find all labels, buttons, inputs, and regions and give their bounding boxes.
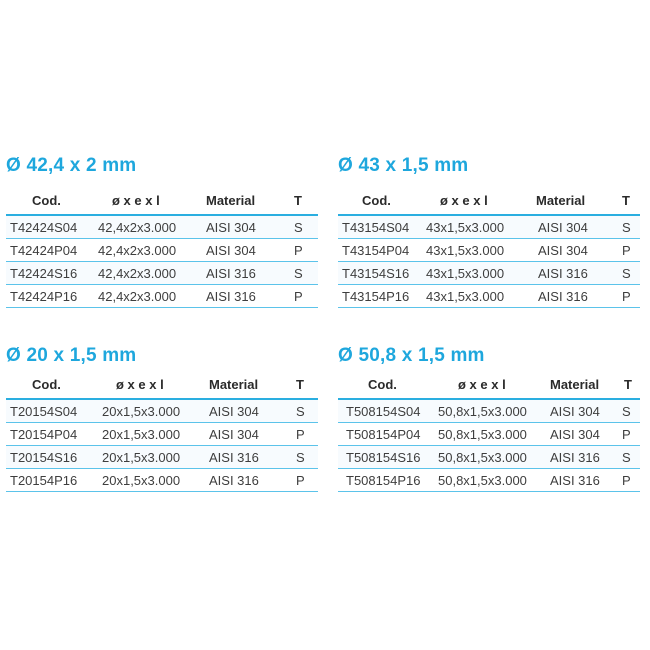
section-20x1-5 [6,345,318,495]
header-material: Material [536,193,586,208]
header-dims: ø x e x l [440,193,488,208]
cell-type: S [622,220,631,235]
table-row [6,400,318,423]
table-header [6,373,318,400]
cell-type: S [294,266,303,281]
cell-dims: 20x1,5x3.000 [102,427,181,442]
cell-material: AISI 316 [550,450,600,465]
table-row [6,285,318,308]
section-43x1-5 [338,155,640,311]
cell-material: AISI 304 [209,404,259,419]
header-type: T [296,377,304,392]
table-row [6,239,318,262]
cell-material: AISI 304 [206,220,256,235]
cell-dims: 20x1,5x3.000 [102,450,181,465]
header-dims: ø x e x l [458,377,506,392]
cell-dims: 43x1,5x3.000 [426,220,505,235]
cell-material: AISI 316 [538,266,588,281]
header-type: T [624,377,632,392]
cell-cod: T43154S04 [342,220,410,235]
table-row [6,423,318,446]
section-42-4x2 [6,155,318,311]
table-row [338,239,640,262]
cell-dims: 20x1,5x3.000 [102,404,181,419]
cell-material: AISI 316 [206,266,256,281]
table-row [338,423,640,446]
cell-type: S [622,450,631,465]
cell-cod: T20154S04 [10,404,78,419]
table-row [6,469,318,492]
cell-material: AISI 304 [550,404,600,419]
cell-type: S [294,220,303,235]
section-title: Ø 50,8 x 1,5 mm [338,345,485,366]
cell-dims: 43x1,5x3.000 [426,289,505,304]
cell-cod: T42424P04 [10,243,78,258]
cell-type: P [296,473,305,488]
cell-type: S [296,404,305,419]
header-type: T [622,193,630,208]
cell-cod: T43154S16 [342,266,410,281]
header-dims: ø x e x l [112,193,160,208]
cell-cod: T508154P04 [346,427,421,442]
table-row [338,469,640,492]
cell-type: P [622,243,631,258]
header-cod: Cod. [368,377,397,392]
cell-type: P [622,427,631,442]
cell-cod: T42424P16 [10,289,78,304]
table-row [6,262,318,285]
cell-type: P [622,473,631,488]
cell-material: AISI 316 [209,450,259,465]
cell-dims: 42,4x2x3.000 [98,266,177,281]
cell-cod: T43154P16 [342,289,410,304]
cell-type: P [622,289,631,304]
section-title: Ø 43 x 1,5 mm [338,155,469,176]
cell-type: P [294,243,303,258]
cell-material: AISI 304 [209,427,259,442]
cell-material: AISI 304 [550,427,600,442]
cell-cod: T508154S16 [346,450,421,465]
cell-dims: 42,4x2x3.000 [98,289,177,304]
table-row [338,216,640,239]
cell-type: S [622,404,631,419]
cell-dims: 50,8x1,5x3.000 [438,473,527,488]
section-50-8x1-5 [338,345,640,495]
header-dims: ø x e x l [116,377,164,392]
cell-type: S [622,266,631,281]
cell-cod: T508154S04 [346,404,421,419]
header-material: Material [206,193,256,208]
cell-material: AISI 304 [206,243,256,258]
header-cod: Cod. [32,193,61,208]
cell-cod: T43154P04 [342,243,410,258]
table-header [6,189,318,216]
cell-material: AISI 316 [538,289,588,304]
header-cod: Cod. [362,193,391,208]
cell-cod: T42424S04 [10,220,78,235]
cell-dims: 42,4x2x3.000 [98,243,177,258]
header-material: Material [550,377,600,392]
cell-dims: 50,8x1,5x3.000 [438,404,527,419]
cell-material: AISI 316 [209,473,259,488]
cell-cod: T20154P16 [10,473,78,488]
cell-cod: T508154P16 [346,473,421,488]
cell-material: AISI 316 [206,289,256,304]
cell-dims: 43x1,5x3.000 [426,266,505,281]
cell-dims: 42,4x2x3.000 [98,220,177,235]
cell-type: P [294,289,303,304]
section-title: Ø 42,4 x 2 mm [6,155,137,176]
cell-dims: 50,8x1,5x3.000 [438,450,527,465]
cell-material: AISI 304 [538,220,588,235]
header-cod: Cod. [32,377,61,392]
header-material: Material [209,377,259,392]
cell-type: S [296,450,305,465]
cell-material: AISI 316 [550,473,600,488]
cell-dims: 43x1,5x3.000 [426,243,505,258]
cell-dims: 20x1,5x3.000 [102,473,181,488]
section-title: Ø 20 x 1,5 mm [6,345,137,366]
cell-dims: 50,8x1,5x3.000 [438,427,527,442]
table-row [338,262,640,285]
cell-cod: T20154S16 [10,450,78,465]
header-type: T [294,193,302,208]
table-row [338,285,640,308]
table-row [338,400,640,423]
cell-type: P [296,427,305,442]
cell-cod: T20154P04 [10,427,78,442]
table-header [338,373,640,400]
table-row [6,446,318,469]
cell-material: AISI 304 [538,243,588,258]
table-row [6,216,318,239]
table-header [338,189,640,216]
cell-cod: T42424S16 [10,266,78,281]
table-row [338,446,640,469]
